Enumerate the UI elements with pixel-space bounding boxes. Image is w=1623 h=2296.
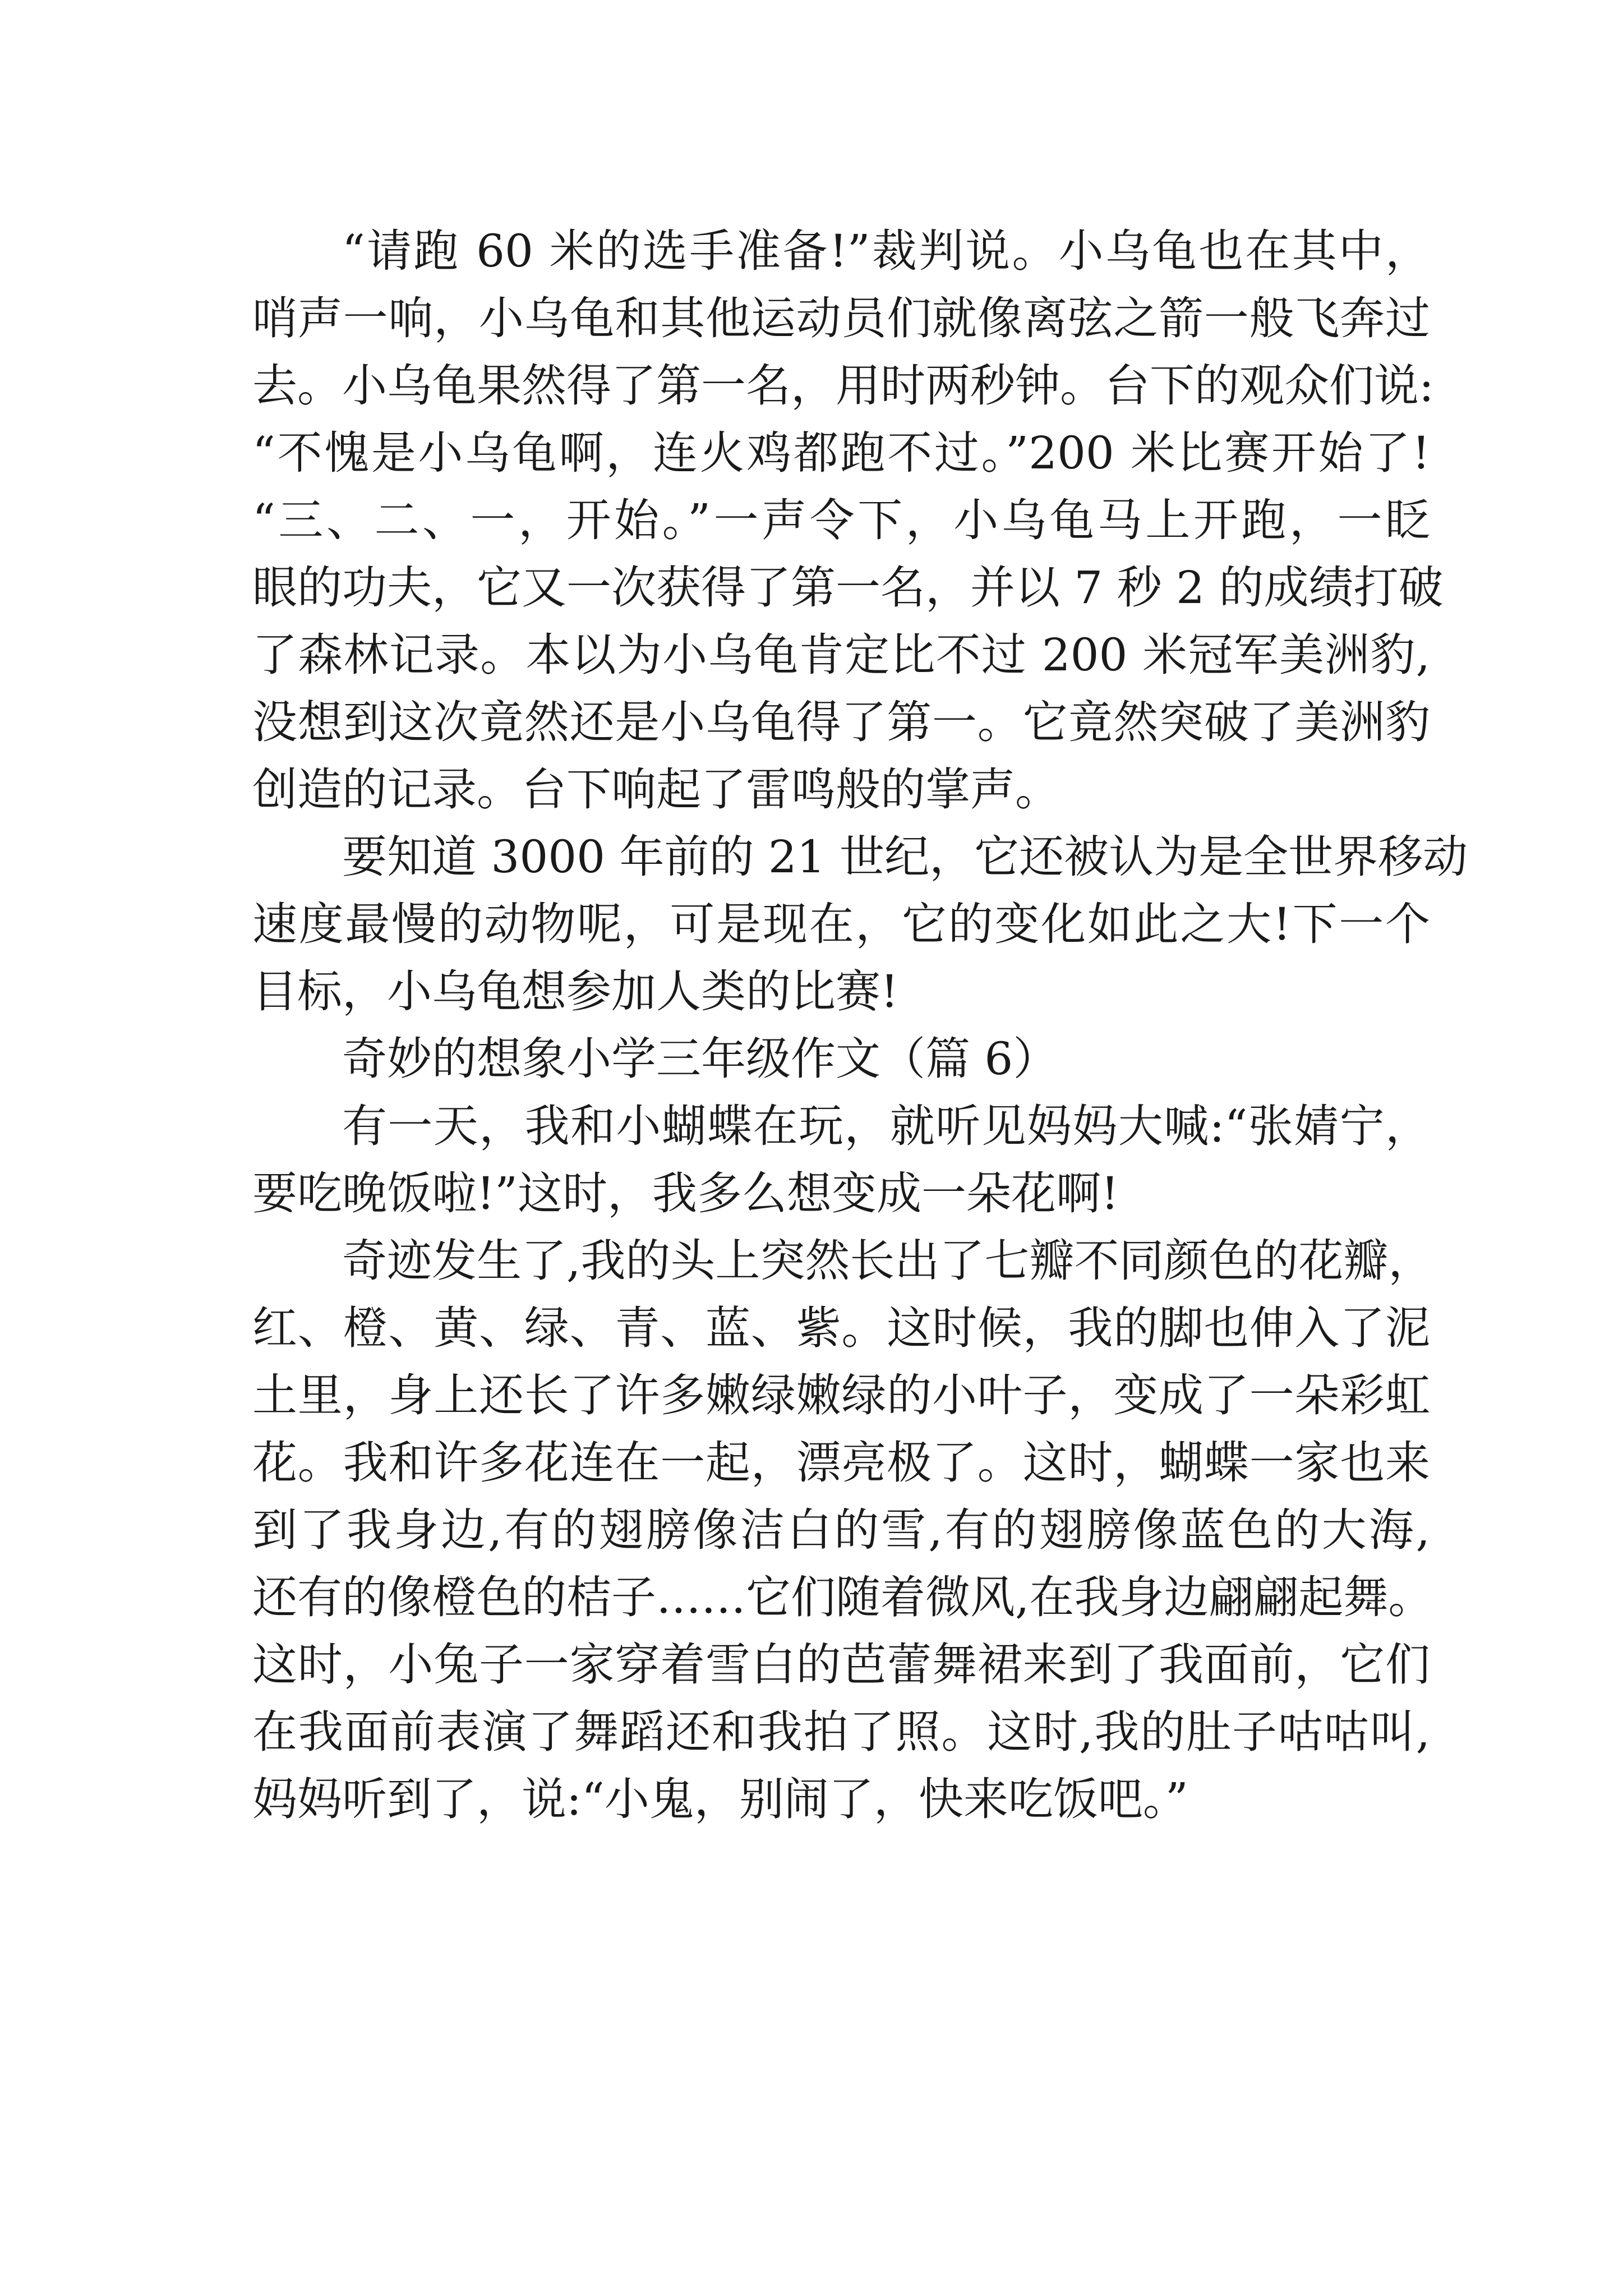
text-line: 要知道 3000 年前的 21 世纪，它还被认为是全世界移动 (342, 831, 1468, 883)
text-line: 哨声一响，小乌龟和其他运动员们就像离弦之箭一般飞奔过 (252, 292, 1430, 344)
paragraph-intro (252, 1093, 1430, 1227)
text-line: “不愧是小乌龟啊，连火鸡都跑不过。”200 米比赛开始了! (252, 427, 1430, 479)
text-line: 要吃晚饭啦!”这时，我多么想变成一朵花啊! (252, 1167, 1119, 1220)
paragraph-race (252, 218, 1444, 823)
text-line: “请跑 60 米的选手准备!”裁判说。小乌龟也在其中， (342, 225, 1430, 277)
text-line: 这时，小兔子一家穿着雪白的芭蕾舞裙来到了我面前，它们 (252, 1639, 1430, 1691)
text-line: 红、橙、黄、绿、青、蓝、紫。这时候，我的脚也伸入了泥 (252, 1302, 1430, 1354)
heading-line: 奇妙的想象小学三年级作文（篇 6） (342, 1033, 1058, 1085)
text-line: 到了我身边,有的翅膀像洁白的雪,有的翅膀像蓝色的大海, (252, 1504, 1430, 1556)
text-line: 花。我和许多花连在一起，漂亮极了。这时，蝴蝶一家也来 (252, 1437, 1430, 1489)
text-line: 妈妈听到了，说:“小鬼，别闹了，快来吃饭吧。” (252, 1773, 1188, 1825)
text-line: 了森林记录。本以为小乌龟肯定比不过 200 米冠军美洲豹, (252, 629, 1430, 681)
essay-text (252, 218, 1468, 1833)
text-line: 创造的记录。台下响起了雷鸣般的掌声。 (252, 763, 1060, 816)
text-line: 速度最慢的动物呢，可是现在，它的变化如此之大!下一个 (252, 898, 1430, 950)
text-line: 目标，小乌龟想参加人类的比赛! (252, 965, 899, 1018)
text-line: 有一天，我和小蝴蝶在玩，就听见妈妈大喊:“张婧宁， (342, 1100, 1430, 1152)
paragraph-flower (252, 1227, 1433, 1833)
text-line: 还有的像橙色的桔子……它们随着微风,在我身边翩翩起舞。 (252, 1571, 1433, 1623)
text-line: 眼的功夫，它又一次获得了第一名，并以 7 秒 2 的成绩打破 (252, 562, 1444, 614)
text-line: 在我面前表演了舞蹈还和我拍了照。这时,我的肚子咕咕叫, (252, 1706, 1430, 1758)
text-line: 土里，身上还长了许多嫩绿嫩绿的小叶子，变成了一朵彩虹 (252, 1369, 1430, 1421)
text-line: 没想到这次竟然还是小乌龟得了第一。它竟然突破了美洲豹 (252, 696, 1430, 748)
paragraph-change (252, 823, 1468, 1025)
text-line: “三、二、一，开始。”一声令下，小乌龟马上开跑，一眨 (252, 494, 1430, 546)
text-line: 去。小乌龟果然得了第一名，用时两秒钟。台下的观众们说: (252, 360, 1434, 412)
text-line: 奇迹发生了,我的头上突然长出了七瓣不同颜色的花瓣， (342, 1235, 1433, 1287)
section-heading (252, 1025, 1430, 1093)
